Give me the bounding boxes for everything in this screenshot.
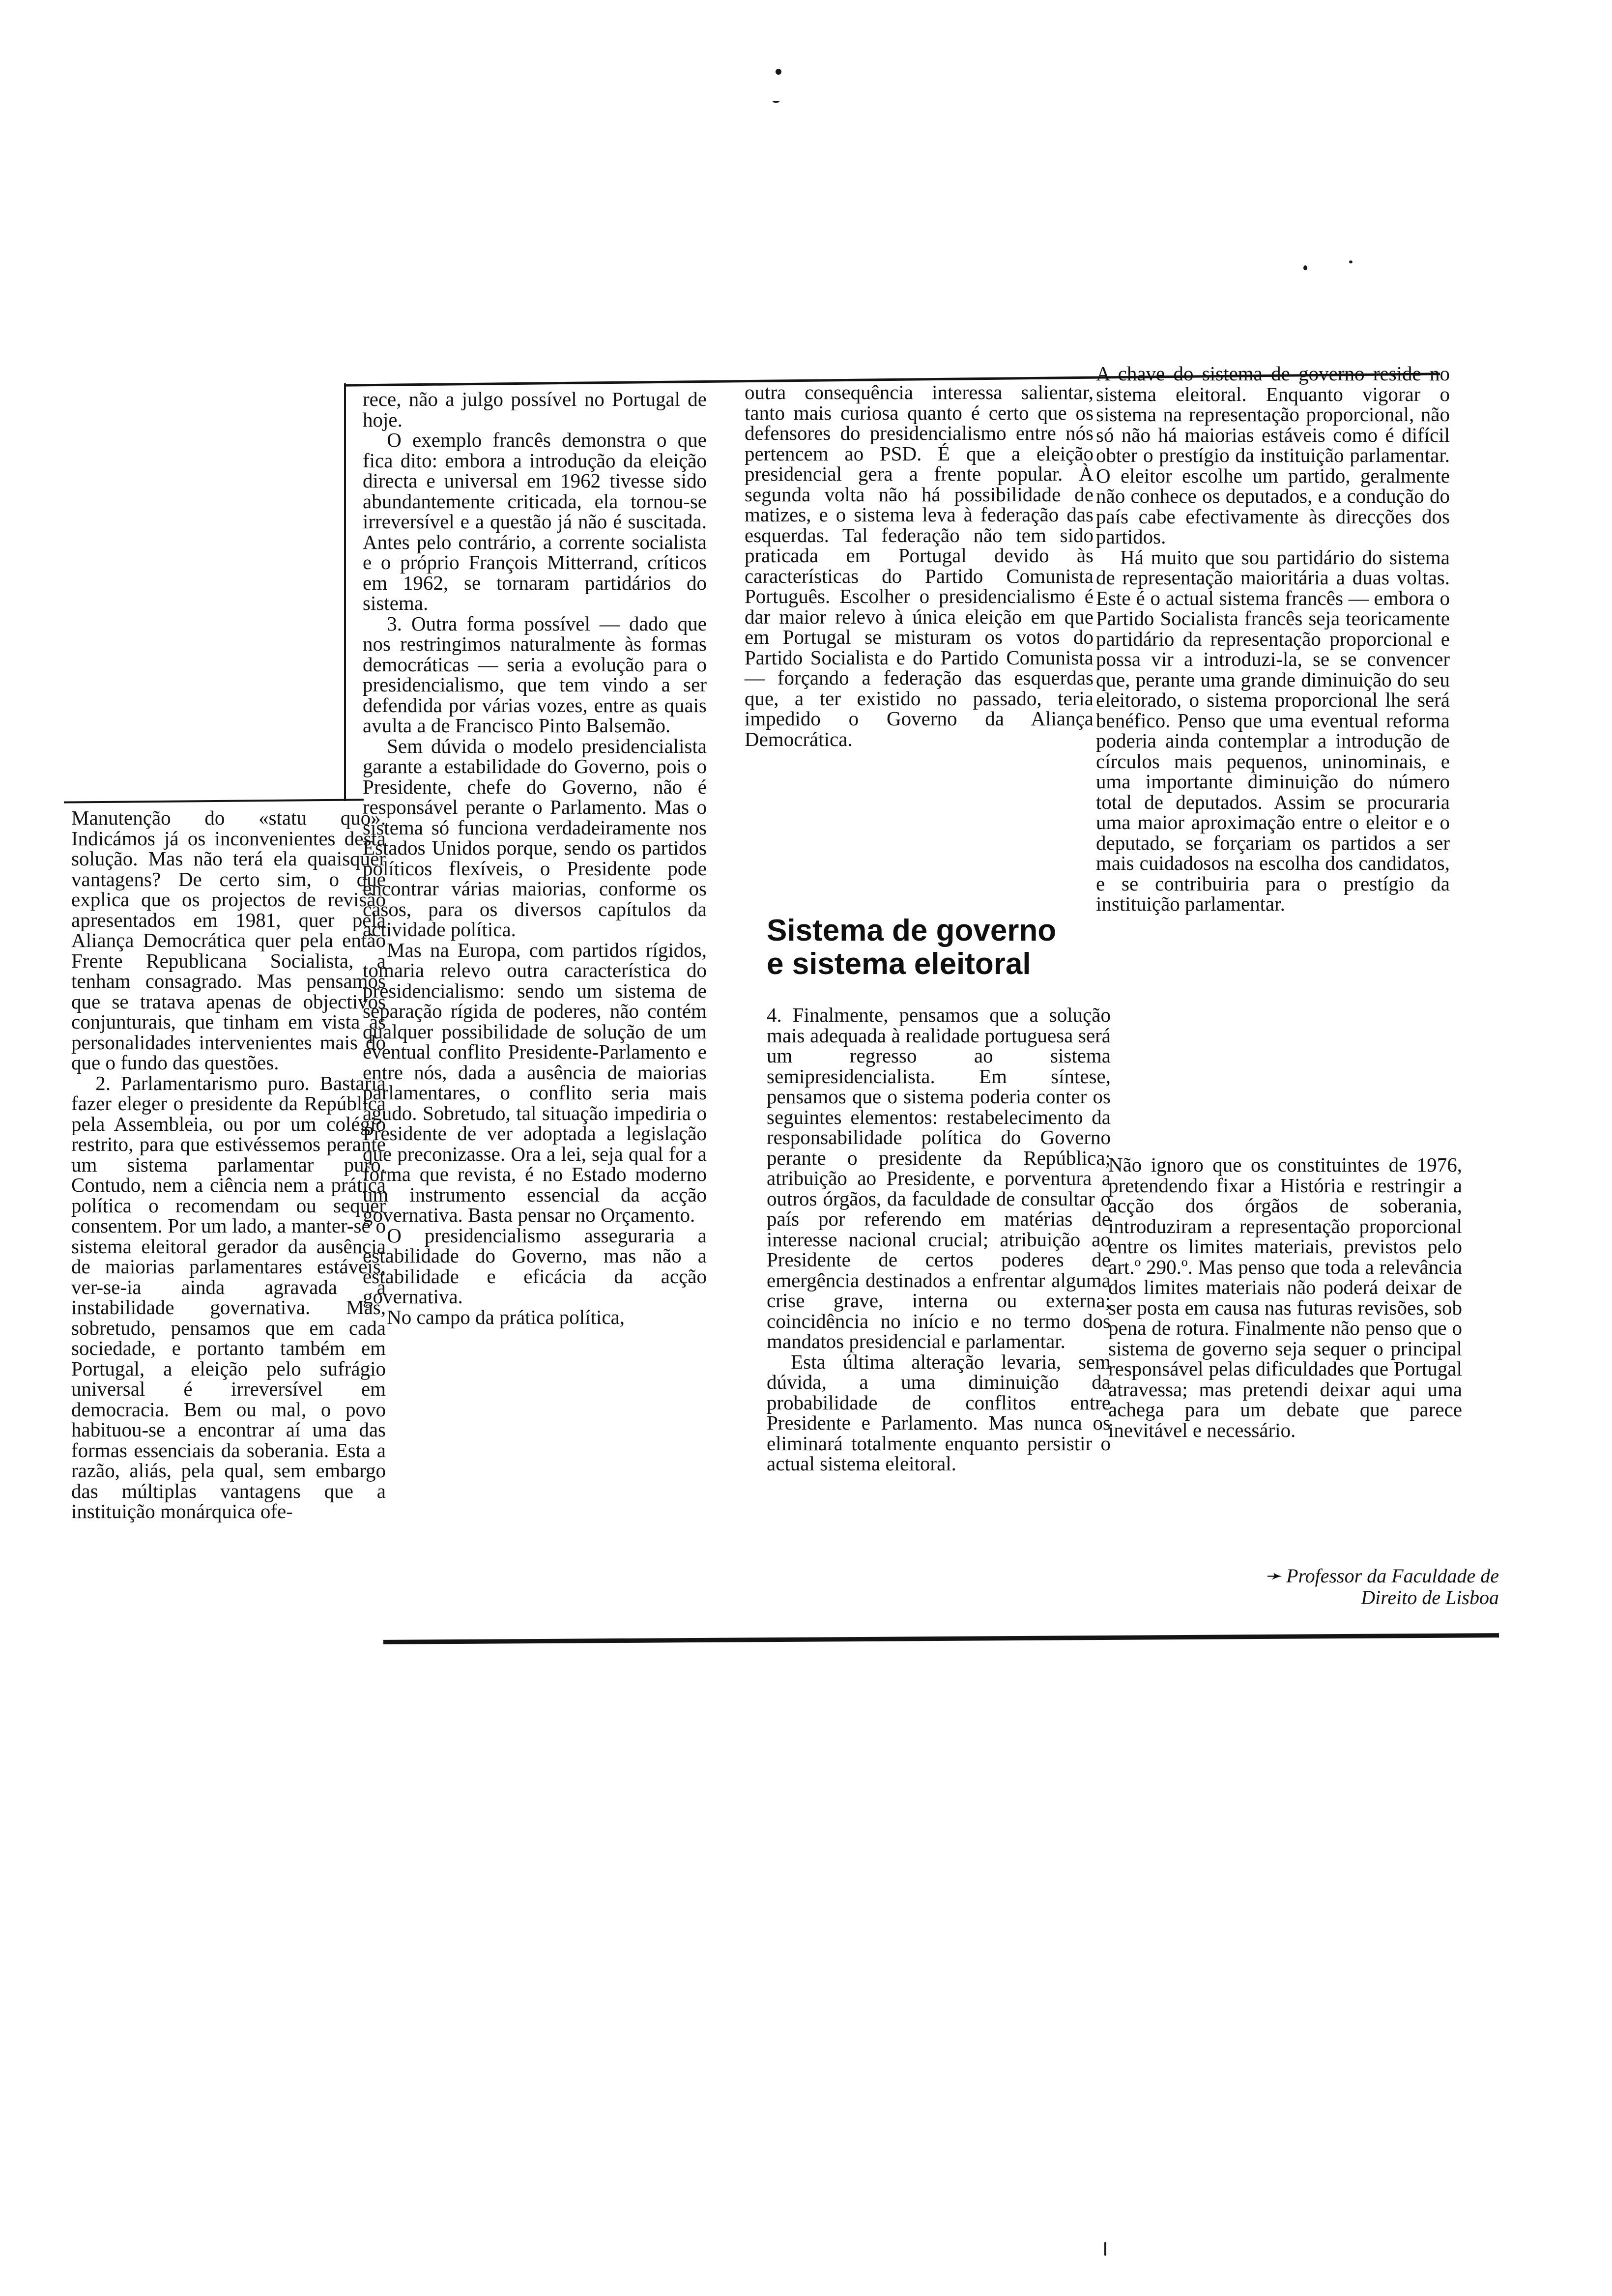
scan-speck xyxy=(776,69,781,75)
scan-speck xyxy=(773,101,779,103)
paragraph: Esta última alteração levaria, sem dúvida, a uma diminuição da probabilidade de conflitos entre Presidente e Parlamento. Mas nunca os eliminará totalmente enquanto persistir o actual sistema eleitoral. xyxy=(767,1350,1111,1475)
bullet-arrow-icon: ➛ xyxy=(1265,1565,1287,1587)
paragraph: 4. Finalmente, pensamos que a solução mais adequada à realidade portuguesa será um regresso ao sistema semipresidencialista. Em síntese, pensamos que o sistema poderia conter os seguintes elementos: restabelecimento da responsabilidade política do Governo perante o presidente da República; atribuição ao Presidente, e porventura a outros órgãos, da faculdade de consultar o país por referendo em matérias de interesse nacional crucial; atribuição ao Presidente de certos poderes de emergência destinados a enfrentar alguma crise grave, interna ou externa; coincidência no início e no termo dos mandatos presidencial e parlamentar. xyxy=(767,1004,1111,1352)
paragraph: rece, não a julgo possível no Portugal de hoje. xyxy=(363,388,707,431)
paragraph: No campo da prática política, xyxy=(387,1305,625,1328)
article-column-3 xyxy=(745,382,1094,749)
article-column-4 xyxy=(1096,364,1450,915)
paragraph: Manutenção do «statu quo». Indicámos já os inconvenientes desta solução. Mas não terá ela quaisquer vantagens? De certo sim, o que explica que os projectos de revisão apresentados em 1981, quer pela Aliança Democrática quer pela então Frente Republicana Socialista, a tenham consagrado. Mas pensamos que se tratava apenas de objectivos conjunturais, que tinham em vista as personalidades intervenientes mais do que o fundo das questões. xyxy=(71,806,386,1074)
paragraph: O presidencialismo asseguraria a estabilidade do Governo, mas não a estabilidade e eficácia da acção governativa. xyxy=(363,1224,707,1308)
paragraph: Mas na Europa, com partidos rígidos, tomaria relevo outra característica do presidencialismo: sendo um sistema de separação rígida de poderes, não contém qualquer possibilidade de solução de um eventual conflito Presidente-Parlamento e entre nós, dada a ausência de maiorias parlamentares, o conflito seria mais agudo. Sobretudo, tal situação impediria o Presidente de ver adoptada a legislação que preconizasse. Ora a lei, seja qual for a forma que revista, é no Estado moderno um instrumento essencial da acção governativa. Basta pensar no Orçamento. xyxy=(363,938,707,1226)
left-border-rule xyxy=(344,383,346,801)
author-affiliation: Professor da Faculdade de Direito de Lisboa xyxy=(1286,1565,1499,1608)
paragraph: 2. Parlamentarismo puro. Bastaria fazer eleger o presidente da República pela Assembleia, ou por um colégio restrito, para que estivéssemos perante um sistema parlamentar puro. Contudo, nem a ciência nem a prática política o recomendam ou sequer consentem. Por um lado, a manter-se o sistema eleitoral gerador da ausência de maiorias parlamentares estáveis, ver-se-ia ainda agravada a instabilidade governativa. Mas, sobretudo, pensamos que em cada sociedade, e portanto também em Portugal, a eleição pelo sufrágio universal é irreversível em democracia. Bem ou mal, o povo habituou-se a encontrar aí uma das formas essenciais da soberania. Esta a razão, aliás, pela qual, sem embargo das múltiplas vantagens que a instituição monárquica ofe- xyxy=(71,1071,386,1522)
paragraph: Sem dúvida o modelo presidencialista garante a estabilidade do Governo, pois o Presidente, chefe do Governo, não é responsável perante o Parlamento. Mas o sistema só funciona verdadeiramente nos Estados Unidos porque, sendo os partidos políticos flexíveis, o Presidente pode encontrar várias maiorias, conforme os casos, para os diversos capítulos da actividade política. xyxy=(363,734,707,941)
left-notch-rule xyxy=(64,799,364,803)
article-column-2 xyxy=(363,389,707,1327)
section-headline: Sistema de governo e sistema eleitoral xyxy=(767,914,1057,981)
paragraph: outra consequência interessa salientar, tanto mais curiosa quanto é certo que os defensores do presidencialismo entre nós pertencem ao PSD. É que a eleição presidencial gera a frente popular. À segunda volta não há possibilidade de matizes, e o sistema leva à federação das esquerdas. Tal federação não tem sido praticada em Portugal devido às características do Partido Comunista Português. Escolher o presidencialismo é dar maior relevo à única eleição em que em Portugal se misturam os votos do Partido Socialista e do Partido Comunista — forçando a federação das esquerdas que, a ter existido no passado, teria impedido o Governo da Aliança Democrática. xyxy=(745,381,1094,750)
author-signature xyxy=(1224,1565,1499,1608)
article-column-4-lower xyxy=(1108,1155,1462,1440)
scan-speck xyxy=(1104,2242,1106,2256)
paragraph: A chave do sistema de governo reside no sistema eleitoral. Enquanto vigorar o sistema na representação proporcional, não só não há maiorias estáveis como é difícil obter o prestígio da instituição parlamentar. O eleitor escolhe um partido, geralmente não conhece os deputados, e a condução do país cabe efectivamente às direcções dos partidos. xyxy=(1096,362,1450,548)
paragraph: O exemplo francês demonstra o que fica dito: embora a introdução da eleição directa e universal em 1962 tivesse sido abundantemente criticada, ela tornou-se irreversível e a questão já não é suscitada. Antes pelo contrário, a corrente socialista e o próprio François Mitterrand, críticos em 1962, se tornaram partidários do sistema. xyxy=(363,429,707,614)
paragraph: Há muito que sou partidário do sistema de representação maioritária a duas voltas. Este é o actual sistema francês — embora o Partido Socialista francês seja teoricamente partidário da representação proporcional e possa vir a introduzi-la, se se convencer que, perante uma grande diminuição do seu eleitorado, o sistema proporcional lhe será benéfico. Penso que uma eventual reforma poderia ainda contemplar a introdução de círculos mais pequenos, uninominais, e uma importante diminuição do número total de deputados. Assim se procuraria uma maior aproximação entre o eleitor e o deputado, se forçariam os partidos a ser mais cuidadosos na escolha dos candidatos, e se contribuiria para o prestígio da instituição parlamentar. xyxy=(1096,545,1450,915)
scan-speck xyxy=(1303,265,1307,270)
article-column-1 xyxy=(71,808,386,1522)
bottom-border-rule xyxy=(383,1633,1499,1644)
paragraph: 3. Outra forma possível — dado que nos restringimos naturalmente às formas democráticas — seria a evolução para o presidencialismo, que tem vindo a ser defendida por várias vozes, entre as quais avulta a de Francisco Pinto Balsemão. xyxy=(363,612,707,737)
scan-speck xyxy=(1349,260,1353,263)
paragraph: Não ignoro que os constituintes de 1976, pretendendo fixar a História e restringir a acção dos órgãos de soberania, introduziram a representação proporcional entre os limites materiais, previstos pelo art.º 290.º. Mas penso que toda a relevância dos limites materiais não poderá deixar de ser posta em causa nas futuras revisões, sob pena de rotura. Finalmente não penso que o sistema de governo seja sequer o principal responsável pelas dificuldades que Portugal atravessa; mas pretendi deixar aqui uma achega para um debate que parece inevitável e necessário. xyxy=(1108,1153,1462,1441)
article-column-3-lower xyxy=(767,1005,1111,1474)
